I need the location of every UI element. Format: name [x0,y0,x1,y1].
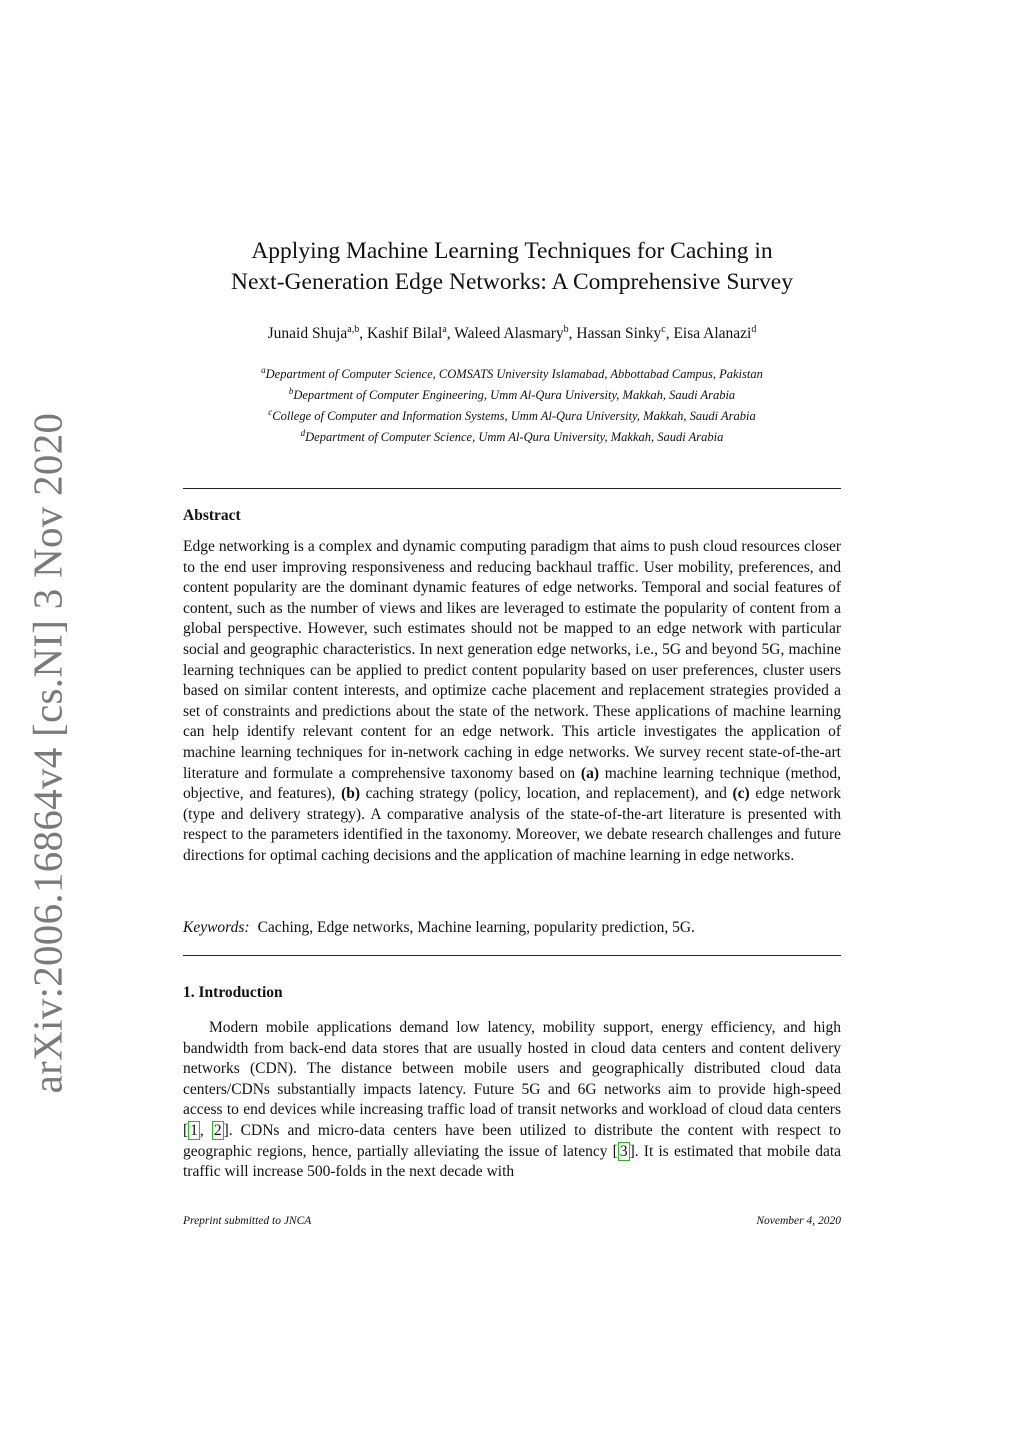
author-sep: , [665,325,674,343]
arxiv-stamp [18,412,76,1093]
affiliation [120,404,904,425]
cite-separator: , [199,1121,212,1139]
abstract-label-a: (a) [580,764,599,782]
abstract-label-c: (c) [732,785,750,803]
keywords [183,919,841,937]
paper-title [120,236,904,298]
affiliation-mark: d [300,428,306,439]
affiliation [120,383,904,404]
author-name: Hassan Sinky [576,325,662,343]
author-name: Eisa Alanazi [673,325,752,343]
author-sep: , [446,325,455,343]
abstract-label-b: (b) [341,785,361,803]
citation-link[interactable]: 1 [190,1121,198,1139]
citation-link[interactable]: 2 [213,1121,222,1139]
introduction-body [183,1018,841,1183]
cite-bracket: [ [183,1121,189,1139]
author-list [120,324,904,343]
affiliation-mark: c [268,407,273,418]
affiliation [120,425,904,446]
title-line-1: Applying Machine Learning Techniques for Caching in [251,238,773,264]
footer-preprint: Preprint submitted to JNCA [183,1215,312,1227]
intro-text: Modern mobile applications demand low latency, mobility support, energy efficiency, and high bandwidth from back-end data stores that are usually hosted in cloud data centers and content delivery networks (CDN). The distance between mobile users and geographically distributed cloud data centers/CDNs substantially impacts latency. Future 5G and 6G networks aim to provide high-speed access to end devices while increasing traffic load of transit networks and workload of cloud data centers [183,1019,841,1119]
affiliation-list [120,362,904,447]
affiliation-mark: a [261,365,266,375]
page-footer [183,1215,841,1227]
bottom-divider [183,955,841,956]
author-sup: b [563,324,569,335]
affiliation-text: Department of Computer Engineering, Umm Al-Qura University, Makkah, Saudi Arabia [293,388,736,403]
intro-text: . CDNs and micro-data centers have been utilized to distribute the content with respect to geographic regions, hence, partially alleviating the issue of latency [183,1121,842,1160]
title-line-2: Next-Generation Edge Networks: A Comprehensive Survey [231,269,793,295]
footer-date: November 4, 2020 [756,1215,841,1227]
cite-bracket: ] [223,1121,229,1139]
author-sup: a,b [347,324,360,335]
author-name: Waleed Alasmary [454,325,564,343]
abstract-text: caching strategy (policy, location, and replacement), and [365,785,727,803]
intro-text: . It is estimated that mobile data traffic will increase 500-folds in the next decade with [183,1142,842,1181]
abstract-text: edge network (type and delivery strategy). A comparative analysis of the state-of-the-art literature is presented with respect to the parameters identified in the taxonomy. Moreover, we debate research challenges and future directions for optimal caching decisions and the application of machine learning in edge networks. [183,785,841,864]
abstract-text: Edge networking is a complex and dynamic computing paradigm that aims to push cloud resources closer to the end user improving responsiveness and reducing backhaul traffic. User mobility, preferences, and content popularity are the dominant dynamic features of edge networks. Temporal and social features of content, such as the number of views and likes are leveraged to estimate the popularity of content from a global perspective. However, such estimates should not be mapped to an edge network with particular social and geographic characteristics. In next generation edge networks, i.e., 5G and beyond 5G, machine learning techniques can be applied to predict content popularity based on user preferences, cluster users based on similar content interests, and optimize cache placement and replacement strategies provided a set of constraints and predictions about the state of the network. These applications of machine learning can help identify relevant content for an edge network. This article investigates the application of machine learning techniques for in-network caching in edge networks. We survey recent state-of-the-art literature and formulate a comprehensive taxonomy based on [183,538,841,782]
affiliation-mark: b [288,386,294,397]
abstract-text: machine learning technique (method, objective, and features), [183,764,841,803]
affiliation-text: Department of Computer Science, COMSATS University Islamabad, Abbottabad Campus, Pakistan [265,367,763,382]
citation-link[interactable]: 3 [619,1142,628,1160]
cite-bracket: [ [612,1142,618,1160]
affiliation-text: College of Computer and Information Systems, Umm Al-Qura University, Makkah, Saudi Arabia [272,409,756,424]
author-sep: , [568,325,577,343]
cite-bracket: ] [629,1142,635,1160]
author-sup: d [751,324,757,335]
section-heading-introduction: 1. Introduction [183,984,283,1001]
abstract-body [183,537,841,867]
abstract-heading: Abstract [183,507,241,524]
keywords-label: Keywords: [183,919,250,936]
author-sup: a [442,324,447,335]
author-name: Kashif Bilal [367,325,443,343]
keywords-text: Caching, Edge networks, Machine learning, popularity prediction, 5G. [257,919,695,936]
arxiv-stamp-text: arXiv:2006.16864v4 [cs.NI] 3 Nov 2020 [24,412,70,1093]
author-sep: , [359,325,367,343]
affiliation-text: Department of Computer Science, Umm Al-Qura University, Makkah, Saudi Arabia [305,430,724,445]
top-divider [183,488,841,489]
author-sup: c [661,324,666,335]
affiliation [120,362,904,383]
author-name: Junaid Shuja [267,325,348,343]
